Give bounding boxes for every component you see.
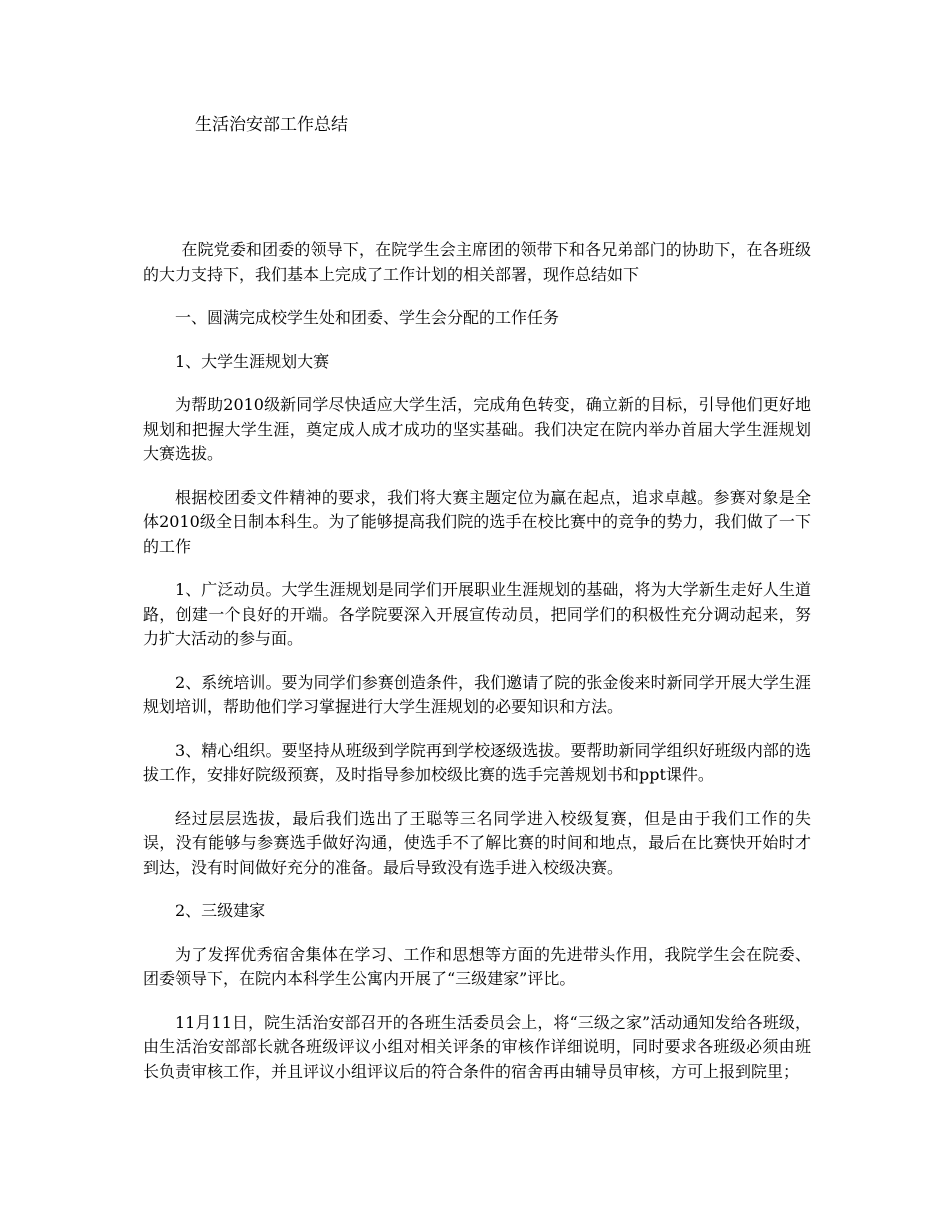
paragraph: 11月11日，院生活治安部召开的各班生活委员会上，将“三级之家”活动通知发给各班级，由生活治安部部长就各班级评议小组对相关评条的审核作详细说明，同时要求各班级必须由班长负责审核工作，并且评议小组评议后的符合条件的宿舍再由辅导员审核，方可上报到院里；: [143, 1012, 811, 1081]
document-title: 生活治安部工作总结: [195, 115, 348, 135]
paragraph-step-1: 1、广泛动员。大学生涯规划是同学们开展职业生涯规划的基础，将为大学新生走好人生道路，创建一个良好的开端。各学院要深入开展宣传动员，把同学们的积极性充分调动起来，努力扩大活动的参与面。: [143, 580, 811, 648]
paragraph: 根据校团委文件精神的要求，我们将大赛主题定位为赢在起点，追求卓越。参赛对象是全体2010级全日制本科生。为了能够提高我们院的选手在校比赛中的竞争的势力，我们做了一下的工作: [143, 487, 811, 556]
paragraph: 为帮助2010级新同学尽快适应大学生活，完成角色转变，确立新的目标，引导他们更好地规划和把握大学生涯，奠定成人成才成功的坚实基础。我们决定在院内举办首届大学生涯规划大赛选拔。: [143, 395, 811, 463]
paragraph-step-3: 3、精心组织。要坚持从班级到学院再到学校逐级选拔。要帮助新同学组织好班级内部的选拔工作，安排好院级预赛，及时指导参加校级比赛的选手完善规划书和ppt课件。: [143, 740, 811, 784]
paragraph-step-2: 2、系统培训。要为同学们参赛创造条件，我们邀请了院的张金俊来时新同学开展大学生涯规划培训，帮助他们学习掌握进行大学生涯规划的必要知识和方法。: [143, 672, 811, 716]
document-body: [143, 238, 811, 1103]
subsection-heading-three-level: 2、三级建家: [175, 901, 266, 920]
paragraph: 经过层层选拔，最后我们选出了王聪等三名同学进入校级复赛，但是由于我们工作的失误，没有能够与参赛选手做好沟通，使选手不了解比赛的时间和地点，最后在比赛快开始时才到达，没有时间做好充分的准备。最后导致没有选手进入校级决赛。: [143, 808, 811, 877]
subsection-heading-career-contest: 1、大学生涯规划大赛: [175, 351, 330, 371]
paragraph-intro: 在院党委和团委的领导下，在院学生会主席团的领带下和各兄弟部门的协助下，在各班级的大力支持下，我们基本上完成了工作计划的相关部署，现作总结如下: [143, 240, 811, 284]
section-heading-1: 一、圆满完成校学生处和团委、学生会分配的工作任务: [175, 308, 560, 327]
paragraph: 为了发挥优秀宿舍集体在学习、工作和思想等方面的先进带头作用，我院学生会在院委、团委领导下，在院内本科学生公寓内开展了“三级建家”评比。: [143, 944, 811, 988]
